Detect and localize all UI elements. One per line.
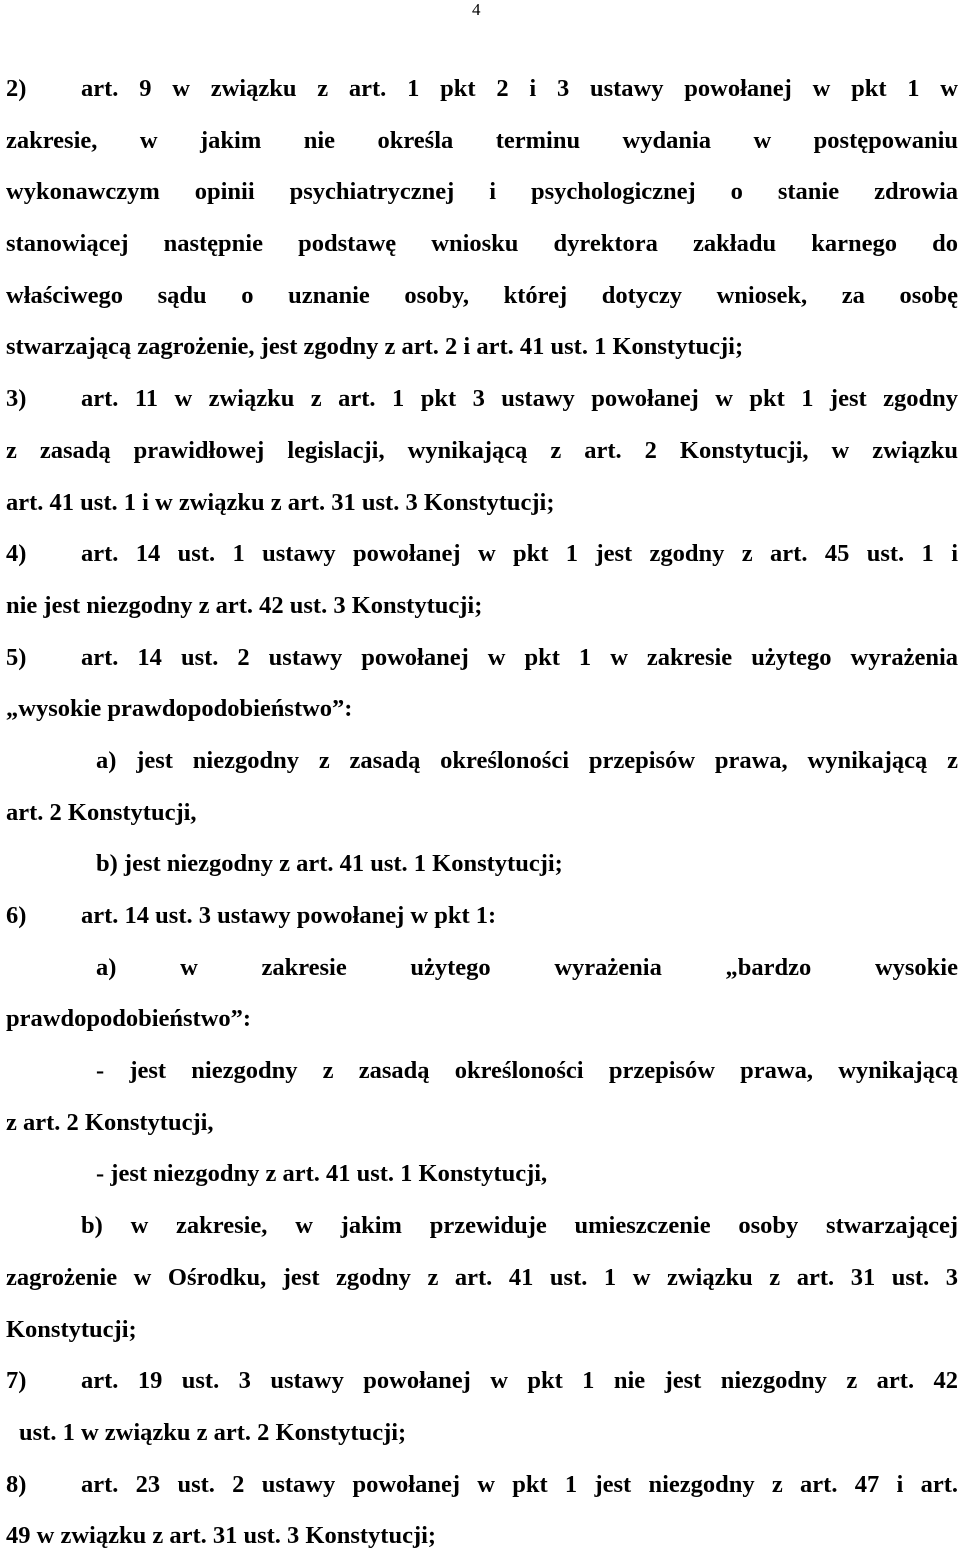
line-text: stwarzającą zagrożenie, jest zgodny z art. 2 i art. 41 ust. 1 Konstytucji; <box>6 333 744 361</box>
line-text: - jest niezgodny z art. 41 ust. 1 Konstytucji, <box>96 1160 548 1188</box>
line-text: wykonawczym opinii psychiatrycznej i psychologicznej o stanie zdrowia <box>6 178 958 206</box>
text-line <box>6 1200 958 1252</box>
line-text: - jest niezgodny z zasadą określoności przepisów prawa, wynikającą <box>96 1057 958 1085</box>
line-text: b) jest niezgodny z art. 41 ust. 1 Konstytucji; <box>96 850 563 878</box>
text-line <box>6 735 958 787</box>
line-text: art. 19 ust. 3 ustawy powołanej w pkt 1 nie jest niezgodny z art. 42 <box>81 1367 958 1395</box>
text-line <box>6 1252 958 1304</box>
ruling-point-line <box>6 528 958 580</box>
point-number: 4) <box>6 540 27 568</box>
text-line <box>6 942 958 994</box>
ruling-point-line <box>6 63 958 115</box>
point-number: 7) <box>6 1367 27 1395</box>
text-line <box>6 477 958 529</box>
text-line <box>6 218 958 270</box>
line-text: art. 41 ust. 1 i w związku z art. 31 ust. 3 Konstytucji; <box>6 488 555 516</box>
text-line <box>6 838 958 890</box>
line-text: zakresie, w jakim nie określa terminu wydania w postępowaniu <box>6 126 958 154</box>
text-line <box>6 1148 958 1200</box>
line-text: ust. 1 w związku z art. 2 Konstytucji; <box>19 1418 407 1446</box>
point-number: 3) <box>6 385 27 413</box>
ruling-text <box>6 63 958 1562</box>
point-number: 2) <box>6 75 27 102</box>
text-line <box>6 1304 958 1356</box>
ruling-point-line <box>6 632 958 684</box>
line-text: z art. 2 Konstytucji, <box>6 1108 214 1136</box>
text-line <box>6 425 958 477</box>
line-text: prawdopodobieństwo”: <box>6 1005 252 1033</box>
text-line <box>6 115 958 167</box>
line-text: art. 9 w związku z art. 1 pkt 2 i 3 ustawy powołanej w pkt 1 w <box>81 75 958 102</box>
line-text: zagrożenie w Ośrodku, jest zgodny z art. 41 ust. 1 w związku z art. 31 ust. 3 <box>6 1263 958 1291</box>
line-text: art. 14 ust. 2 ustawy powołanej w pkt 1 w zakresie użytego wyrażenia <box>81 643 958 671</box>
line-text: Konstytucji; <box>6 1315 137 1343</box>
line-text: stanowiącej następnie podstawę wniosku dyrektora zakładu karnego do <box>6 230 958 258</box>
text-line <box>6 1510 958 1562</box>
text-line <box>6 787 958 839</box>
text-line <box>6 1045 958 1097</box>
text-line <box>6 1097 958 1149</box>
ruling-point-line <box>6 373 958 425</box>
line-text: art. 14 ust. 1 ustawy powołanej w pkt 1 jest zgodny z art. 45 ust. 1 i <box>81 540 958 568</box>
line-text: a) jest niezgodny z zasadą określoności przepisów prawa, wynikającą z <box>96 746 958 774</box>
point-number: 8) <box>6 1470 27 1498</box>
line-text: art. 2 Konstytucji, <box>6 798 197 826</box>
line-text: art. 14 ust. 3 ustawy powołanej w pkt 1: <box>81 902 497 929</box>
text-line <box>6 321 958 373</box>
point-number: 5) <box>6 643 27 671</box>
line-text: nie jest niezgodny z art. 42 ust. 3 Konstytucji; <box>6 591 483 619</box>
line-text: b) w zakresie, w jakim przewiduje umieszczenie osoby stwarzającej <box>81 1212 958 1240</box>
text-line <box>6 270 958 322</box>
text-line <box>6 166 958 218</box>
line-text: art. 23 ust. 2 ustawy powołanej w pkt 1 jest niezgodny z art. 47 i art. <box>81 1470 958 1498</box>
text-line <box>6 683 958 735</box>
line-text: 49 w związku z art. 31 ust. 3 Konstytucji; <box>6 1522 437 1550</box>
line-text: a) w zakresie użytego wyrażenia „bardzo wysokie <box>96 953 958 981</box>
line-text: „wysokie prawdopodobieństwo”: <box>6 695 353 723</box>
point-number: 6) <box>6 902 27 929</box>
line-text: z zasadą prawidłowej legislacji, wynikającą z art. 2 Konstytucji, w związku <box>6 436 958 464</box>
text-line <box>6 1407 958 1459</box>
line-text: art. 11 w związku z art. 1 pkt 3 ustawy powołanej w pkt 1 jest zgodny <box>81 385 958 413</box>
ruling-point-line <box>6 1355 958 1407</box>
page-number: 4 <box>472 0 481 19</box>
ruling-point-line <box>6 890 958 942</box>
text-line <box>6 580 958 632</box>
ruling-point-line <box>6 1459 958 1511</box>
text-line <box>6 993 958 1045</box>
line-text: właściwego sądu o uznanie osoby, której dotyczy wniosek, za osobę <box>6 281 958 309</box>
